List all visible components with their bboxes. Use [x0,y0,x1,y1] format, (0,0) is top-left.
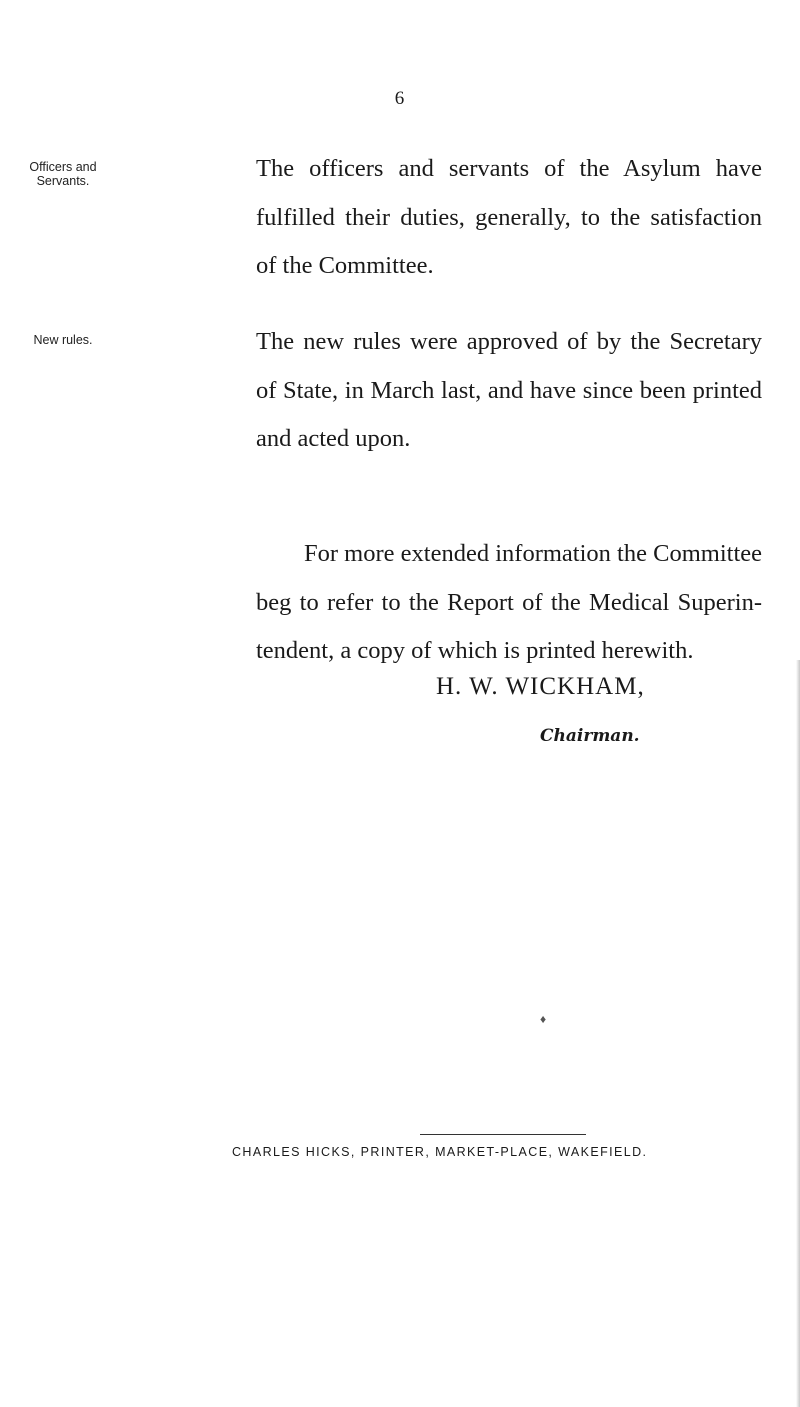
stray-mark: ♦ [540,1012,547,1026]
page-edge-shadow [796,660,800,1407]
signature-name: H. W. WICKHAM, [436,673,645,700]
footer-rule [420,1134,586,1135]
page-number: 6 [394,88,406,109]
margin-note-officers: Officers and Servants. [29,160,97,188]
paragraph-officers: The officers and servants of the Asylum have fulfilled their duties, generally, to the satisfaction of the Committee. [256,155,762,279]
paragraph-information: For more extended information the Committee beg to refer to the Report of the Medical Superin- tendent, a copy of which is printed herewith. [256,540,762,664]
printer-imprint: CHARLES HICKS, PRINTER, MARKET-PLACE, WAKEFIELD. [232,1145,648,1159]
signature-title: Chairman. [540,726,640,746]
margin-note-rules: New rules. [33,333,93,347]
paragraph-rules: The new rules were approved of by the Secretary of State, in March last, and have since been printed and acted upon. [256,328,762,452]
